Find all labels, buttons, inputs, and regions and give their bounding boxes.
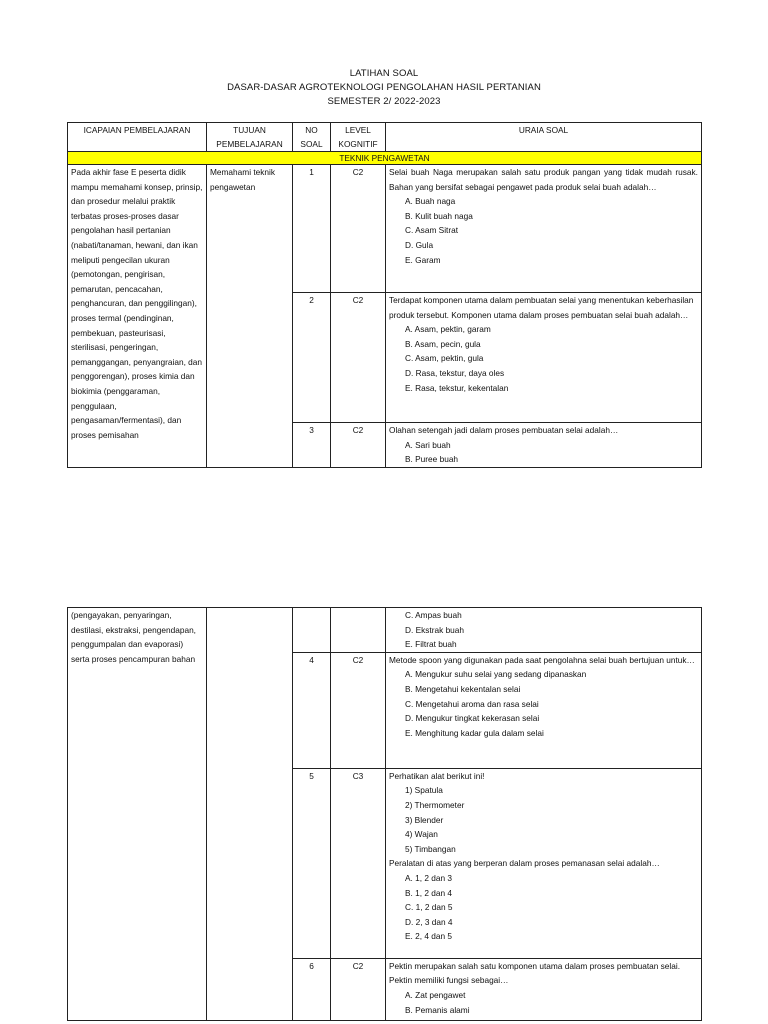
question-text: [386, 958, 702, 1020]
question-level: C3: [331, 768, 386, 958]
question-number: 6: [293, 958, 331, 1020]
option-e: E. Rasa, tekstur, kekentalan: [405, 382, 509, 393]
question-table-page-1: [67, 122, 702, 468]
option-a: A. Mengukur suhu selai yang sedang dipanaskan: [405, 669, 587, 680]
option-e: E. Garam: [405, 254, 441, 265]
option-b: B. Kulit buah naga: [405, 210, 473, 221]
question-text: [386, 652, 702, 768]
option-d: D. Rasa, tekstur, daya oles: [405, 367, 505, 378]
col-level-header: LEVEL KOGNITIF: [331, 123, 386, 152]
question-level: C2: [331, 958, 386, 1020]
question-level: [331, 608, 386, 653]
col-tujuan-header: TUJUAN PEMBELAJARAN: [207, 123, 293, 152]
question-text: [386, 423, 702, 468]
option-d: D. 2, 3 dan 4: [405, 916, 453, 927]
col-uraian-header: URAIA SOAL: [386, 123, 702, 152]
question-text: [386, 165, 702, 293]
option-d: D. Mengukur tingkat kekerasan selai: [405, 713, 540, 724]
option-d: D. Gula: [405, 239, 434, 250]
question-text: [386, 293, 702, 423]
question-stem: Pektin merupakan salah satu komponen utama dalam proses pembuatan selai. Pektin memiliki fungsi sebagai…: [389, 960, 681, 986]
tujuan-cell: [207, 608, 293, 1021]
question-stem: Metode spoon yang digunakan pada saat pengolahna selai buah bertujuan untuk…: [389, 654, 695, 665]
col-no-header: NO SOAL: [293, 123, 331, 152]
option-c: C. Ampas buah: [405, 610, 462, 620]
question-stem: Olahan setengah jadi dalam proses pembuatan selai adalah…: [389, 425, 619, 435]
question-level: C2: [331, 423, 386, 468]
doc-subtitle: DASAR-DASAR AGROTEKNOLOGI PENGOLAHAN HASIL PERTANIAN: [227, 82, 541, 93]
question-text: [386, 608, 702, 653]
doc-title: LATIHAN SOAL: [349, 68, 419, 79]
question-number: [293, 608, 331, 653]
section-band: TEKNIK PENGAWETAN: [68, 152, 702, 165]
tool-item: 2) Thermometer: [405, 799, 465, 810]
col-capaian-header: ICAPAIAN PEMBELAJARAN: [68, 123, 207, 152]
question-stem: Selai buah Naga merupakan salah satu produk pangan yang tidak mudah rusak. Bahan yang bersifat sebagai pengawet pada produk selai buah adalah…: [389, 167, 698, 192]
option-a: A. Buah naga: [405, 196, 456, 207]
option-b: B. Pemanis alami: [405, 1004, 470, 1015]
tool-item: 3) Blender: [405, 814, 444, 825]
question-number: 5: [293, 768, 331, 958]
option-e: E. Filtrat buah: [405, 639, 457, 650]
option-b: B. Puree buah: [405, 454, 459, 465]
question-number: 3: [293, 423, 331, 468]
question-stem: Peralatan di atas yang berperan dalam proses pemanasan selai adalah…: [389, 858, 660, 869]
option-c: C. Asam, pektin, gula: [405, 353, 484, 364]
question-number: 4: [293, 652, 331, 768]
question-level: C2: [331, 293, 386, 423]
option-b: B. Asam, pecin, gula: [405, 338, 481, 349]
table-row: [68, 165, 702, 293]
question-table-page-2: [67, 607, 702, 1021]
option-a: A. 1, 2 dan 3: [405, 872, 453, 883]
question-number: 1: [293, 165, 331, 293]
option-c: C. 1, 2 dan 5: [405, 902, 453, 913]
capaian-cell: (pengayakan, penyaringan, destilasi, ekstraksi, pengendapan, penggumpalan dan evaporasi) serta proses pencampuran bahan: [68, 608, 207, 1021]
table-row: [68, 608, 702, 653]
option-c: C. Asam Sitrat: [405, 225, 459, 236]
tool-item: 5) Timbangan: [405, 843, 456, 854]
tujuan-cell: Memahami teknik pengawetan: [207, 165, 293, 468]
option-b: B. 1, 2 dan 4: [405, 887, 453, 898]
option-a: A. Sari buah: [405, 439, 451, 450]
option-e: E. 2, 4 dan 5: [405, 931, 453, 942]
table-header-row: [68, 123, 702, 152]
question-stem: Terdapat komponen utama dalam pembuatan selai yang menentukan keberhasilan produk tersebut. Komponen utama dalam proses pembuatan selai buah adalah…: [389, 295, 694, 320]
option-a: A. Asam, pektin, garam: [405, 324, 491, 335]
option-e: E. Menghitung kadar gula dalam selai: [405, 727, 544, 738]
question-level: C2: [331, 165, 386, 293]
tool-item: 1) Spatula: [405, 785, 443, 796]
option-a: A. Zat pengawet: [405, 989, 466, 1000]
section-band-row: [68, 152, 702, 165]
question-number: 2: [293, 293, 331, 423]
option-c: C. Mengetahui aroma dan rasa selai: [405, 698, 539, 709]
question-intro: Perhatikan alat berikut ini!: [389, 770, 485, 781]
doc-semester: SEMESTER 2/ 2022-2023: [327, 96, 441, 107]
option-b: B. Mengetahui kekentalan selai: [405, 683, 521, 694]
option-d: D. Ekstrak buah: [405, 624, 465, 635]
question-level: C2: [331, 652, 386, 768]
tool-item: 4) Wajan: [405, 829, 438, 840]
capaian-cell: Pada akhir fase E peserta didik mampu memahami konsep, prinsip, dan prosedur melalui praktik terbatas proses-proses dasar pengolahan hasil pertanian (nabati/tanaman, hewani, dan ikan meliputi pengecilan ukuran (pemotongan, pengirisan, pemarutan, pencacahan, penghancuran, dan penggilingan), proses termal (pendinginan, pembekuan, pasteurisasi, sterilisasi, pengeringan, pemanggangan, penyangraian, dan penggorengan), proses kimia dan biokimia (penggaraman, penggulaan, pengasaman/fermentasi), dan proses pemisahan: [68, 165, 207, 468]
question-text: [386, 768, 702, 958]
